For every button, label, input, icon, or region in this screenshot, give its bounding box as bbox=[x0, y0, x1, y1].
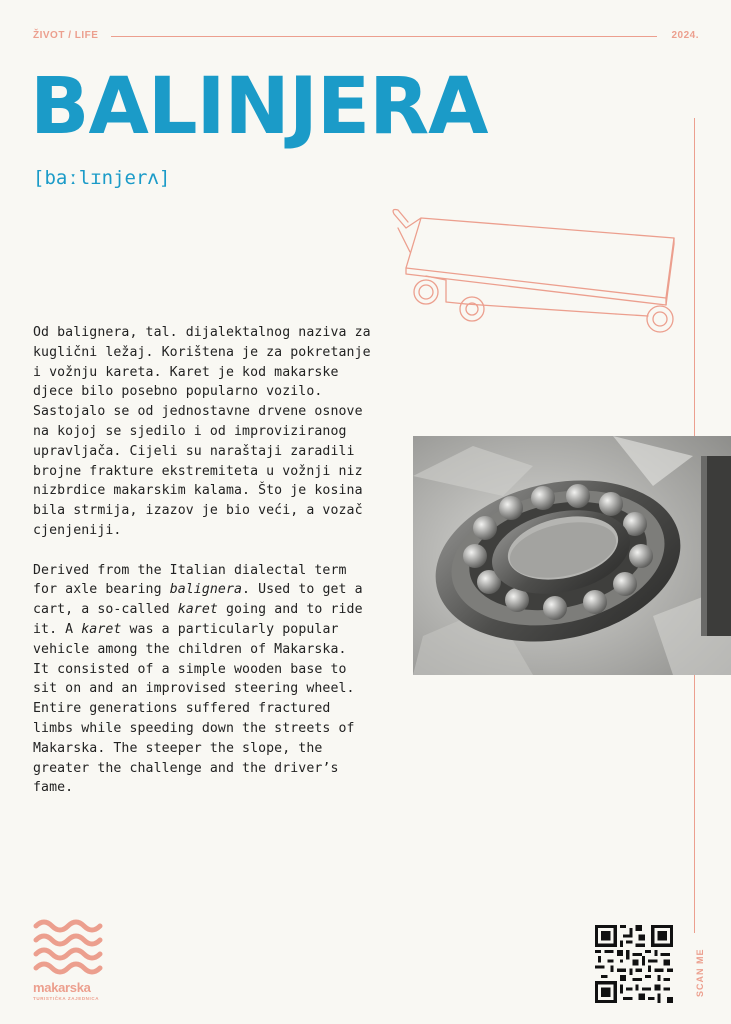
makarska-logo bbox=[33, 918, 103, 1004]
term-karet: karet bbox=[177, 602, 218, 618]
ball-bearing-photo bbox=[413, 436, 731, 675]
croatian-paragraph: Od balignera, tal. dijalektalnog naziva za kuglični ležaj. Korištena je za pokretanje i vožnju kareta. Karet je kod makarske djece bilo posebno popularno vozilo. Sastojalo se od jednostavne drvene osnove na kojoj se sjedilo i od improviziranog upravljača. Cijeli su naraštaji zaradili brojne frakture ekstremiteta u vožnji niz nizbrdice makarskim kalama. Što je kosina bila strmija, izazov je bio veći, a vozač cjenjeniji. bbox=[33, 325, 371, 538]
term-balignera: balignera bbox=[169, 582, 243, 598]
scan-me-label: SCAN ME bbox=[695, 948, 705, 997]
year-label: 2024. bbox=[671, 30, 699, 41]
header-divider bbox=[111, 36, 657, 37]
logo-name: makarska bbox=[33, 980, 91, 995]
qr-code[interactable] bbox=[595, 925, 673, 1003]
section-label: ŽIVOT / LIFE bbox=[33, 30, 99, 41]
article-body bbox=[33, 323, 373, 798]
pronunciation: [baːlɪnjerʌ] bbox=[33, 167, 171, 189]
english-paragraph-1: Derived from the Italian dialectal term for axle bearing balignera. Used to get a cart, a so-called karet going and to ride it. A karet was a particularly popular vehicle among the children of Makarska. It consisted of a simple wooden base to sit on and an improvised steering wheel. Entire generations suffered fractured limbs while speeding down the streets of Makarska. The steeper the slope, the greater the challenge and the driver’s fame. bbox=[33, 562, 363, 796]
waves-icon bbox=[33, 918, 103, 978]
top-header bbox=[33, 30, 699, 44]
logo-subtitle: TURISTIČKA ZAJEDNICA bbox=[33, 996, 100, 1001]
page-title: BALINJERA bbox=[30, 62, 488, 152]
cart-illustration bbox=[386, 206, 686, 336]
term-karet-2: karet bbox=[81, 621, 122, 637]
